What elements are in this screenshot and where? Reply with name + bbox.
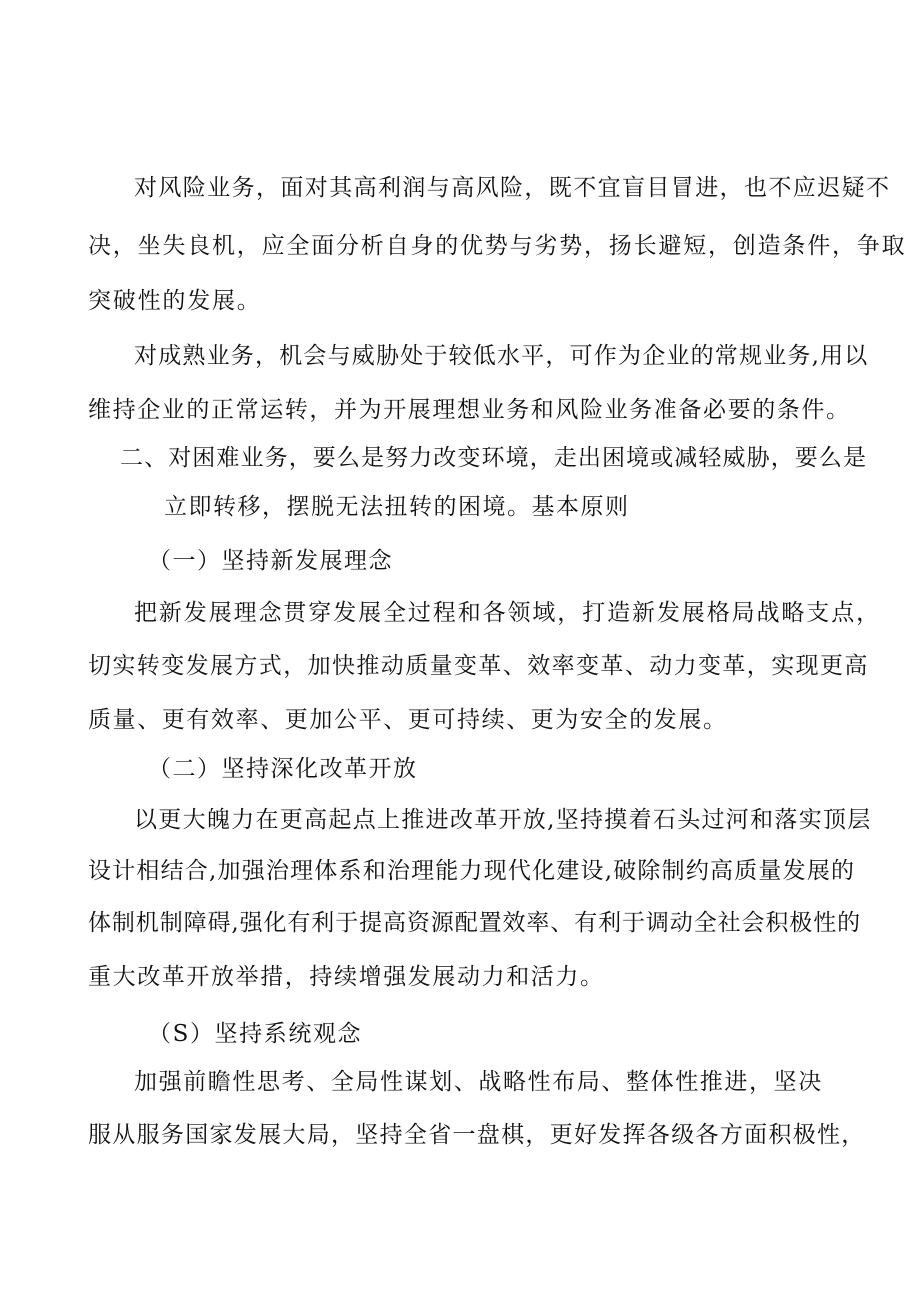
section-heading: 立即转移，摆脱无法扭转的困境。基本原则: [164, 494, 630, 520]
paragraph-line: 突破性的发展。: [88, 288, 262, 314]
paragraph-line: 加强前瞻性思考、全局性谋划、战略性布局、整体性推进，坚决: [134, 1069, 823, 1095]
paragraph-line: 切实转变发展方式，加快推动质量变革、效率变革、动力变革，实现更高: [88, 653, 869, 679]
paragraph-line: 以更大魄力在更高起点上推进改革开放,坚持摸着石头过河和落实顶层: [134, 807, 872, 833]
paragraph-line: 服从服务国家发展大局，坚持全省一盘棋，更好发挥各级各方面积极性，: [88, 1122, 866, 1148]
paragraph-line: 把新发展理念贯穿发展全过程和各领域，打造新发展格局战略支点，: [134, 600, 881, 626]
subsection-title: （二）坚持深化改革开放: [148, 756, 418, 782]
section-heading: 二、对困难业务，要么是努力改变环境，走出困境或减轻威胁，要么是: [120, 445, 868, 471]
paragraph-line: 维持企业的正常运转，并为开展理想业务和风险业务准备必要的条件。: [88, 397, 851, 423]
paragraph-line: 对成熟业务，机会与威胁处于较低水平，可作为企业的常规业务,用以: [134, 343, 869, 369]
paragraph-line: 质量、更有效率、更加公平、更可持续、更为安全的发展。: [88, 707, 728, 733]
paragraph-line: 体制机制障碍,强化有利于提高资源配置效率、有利于调动全社会积极性的: [88, 910, 862, 936]
paragraph-line: 对风险业务，面对其高利润与高风险，既不宜盲目冒进，也不应迟疑不: [134, 175, 891, 201]
subsection-title: （一）坚持新发展理念: [148, 548, 393, 574]
paragraph-line: 重大改革开放举措，持续增强发展动力和活力。: [88, 964, 605, 990]
paragraph-line: 决，坐失良机，应全面分析自身的优势与劣势，扬长避短，创造条件，争取: [88, 233, 907, 259]
subsection-title: （S）坚持系统观念: [148, 1021, 363, 1047]
paragraph-line: 设计相结合,加强治理体系和治理能力现代化建设,破除制约高质量发展的: [88, 858, 856, 884]
